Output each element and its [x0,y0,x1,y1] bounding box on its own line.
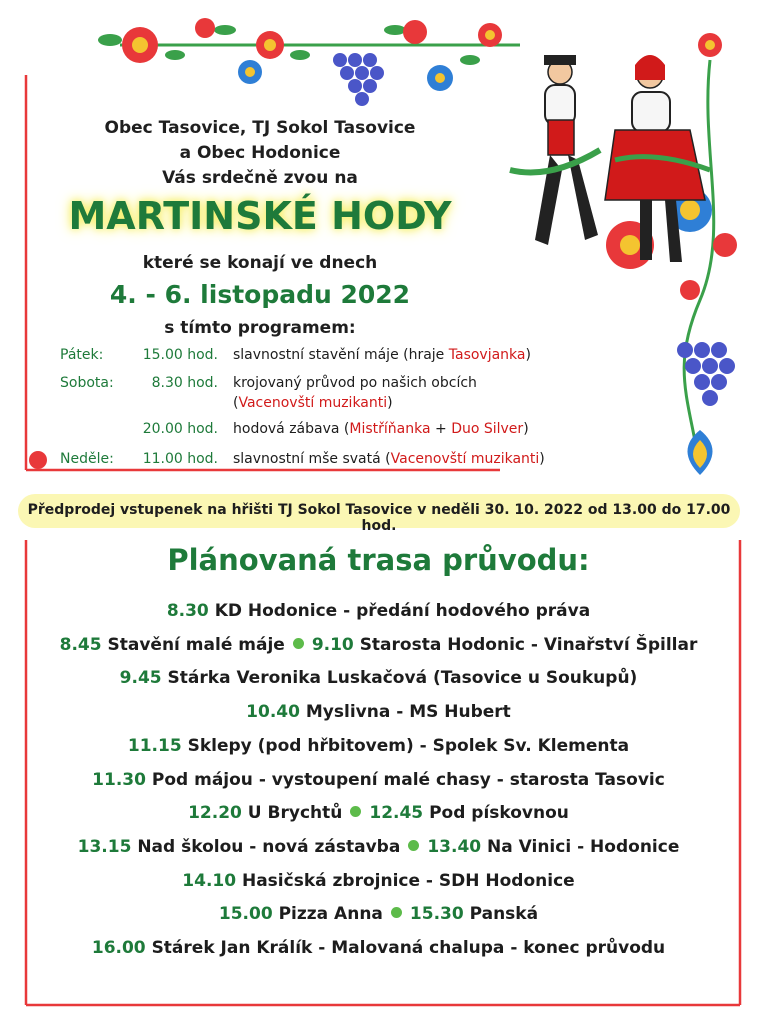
route-place: Myslivna - MS Hubert [305,702,511,723]
band-name: Vacenovští muzikanti [390,451,540,467]
organizer-line-2: a Obec Hodonice [179,143,341,163]
presale-text: Předprodej vstupenek na hřišti TJ Sokol Tasovice v neděli 30. 10. 2022 od 13.00 do 17.00 hod. [27,502,731,534]
route-row [0,904,757,924]
event-dates: 4. - 6. listopadu 2022 [109,280,411,309]
route-time: 12.45 [369,803,424,824]
event-title: MARTINSKÉ HODY [68,194,452,238]
separator-dot-icon [391,907,402,918]
route-row [0,702,757,722]
route-time: 11.30 [92,769,146,790]
program-day: Neděle: [60,451,114,467]
route-row [0,736,757,756]
program-day: Pátek: [60,347,104,363]
route-time: 15.30 [409,904,464,925]
route-row [0,803,757,823]
route-place: Pizza Anna [278,904,383,925]
program-time: 20.00 hod. [142,421,218,437]
invitation-line: Vás srdečně zvou na [162,168,358,188]
route-row [0,668,757,688]
program-row [0,347,757,367]
route-place: Starosta Hodonic - Vinařství Špillar [359,634,698,655]
route-time: 8.45 [59,634,102,655]
route-time: 10.40 [246,702,300,723]
route-row [0,770,757,790]
program-desc: krojovaný průvod po našich obcích [233,375,477,391]
route-row [0,871,757,891]
band-name: Vacenovští muzikanti [238,395,388,411]
organizer-line-1: Obec Tasovice, TJ Sokol Tasovice [104,118,416,138]
route-time: 9.10 [311,634,354,655]
band-name: Duo Silver [451,421,524,437]
separator-dot-icon [408,840,419,851]
route-time: 12.20 [188,803,242,824]
route-place: Na Vinici - Hodonice [487,836,680,857]
route-place: Panská [469,904,539,925]
route-place: Stárka Veronika Luskačová (Tasovice u Soukupů) [167,668,638,689]
route-place: Sklepy (pod hřbitovem) - Spolek Sv. Klementa [187,735,630,756]
route-time: 14.10 [182,870,237,891]
route-place: Pod pískovnou [429,803,569,824]
route-title: Plánovaná trasa průvodu: [167,543,590,577]
program-desc: slavnostní stavění máje (hraje Tasovjanka) [233,347,531,363]
route-time: 16.00 [91,938,146,958]
route-place: KD Hodonice - předání hodového práva [214,601,591,621]
program-row [0,451,757,471]
route-place: U Brychtů [247,803,343,824]
route-row [0,635,757,655]
route-place: Hasičská zbrojnice - SDH Hodonice [241,870,575,891]
route-place: Pod májou - vystoupení malé chasy - starosta Tasovic [151,769,665,790]
route-row [0,837,757,857]
route-place: Stavění malé máje [107,634,285,655]
route-row [0,601,757,621]
route-time: 13.15 [77,836,132,857]
band-name: Tasovjanka [448,347,526,363]
program-desc: hodová zábava (Mistříňanka + Duo Silver) [233,421,529,437]
band-name: Mistříňanka [349,421,431,437]
separator-dot-icon [293,638,304,649]
route-row [0,938,757,958]
program-desc: slavnostní mše svatá (Vacenovští muzikanti) [233,451,545,467]
program-day: Sobota: [60,375,114,391]
route-time: 9.45 [119,668,162,689]
program-time: 11.00 hod. [142,451,218,467]
program-intro: s tímto programem: [164,318,356,338]
route-place: Nad školou - nová zástavba [137,836,401,857]
program-time: 8.30 hod. [151,375,218,391]
program-desc-line-2: (Vacenovští muzikanti) [233,395,393,411]
route-time: 13.40 [427,836,482,857]
separator-dot-icon [350,806,361,817]
route-place: Stárek Jan Králík - Malovaná chalupa - konec průvodu [151,938,666,958]
route-time: 15.00 [218,904,273,925]
program-time: 15.00 hod. [142,347,218,363]
presale-banner [18,494,740,534]
route-time: 11.15 [127,735,182,756]
dates-intro: které se konají ve dnech [142,253,378,273]
program-row [0,421,757,441]
program-row [0,375,757,415]
route-time: 8.30 [166,601,209,621]
